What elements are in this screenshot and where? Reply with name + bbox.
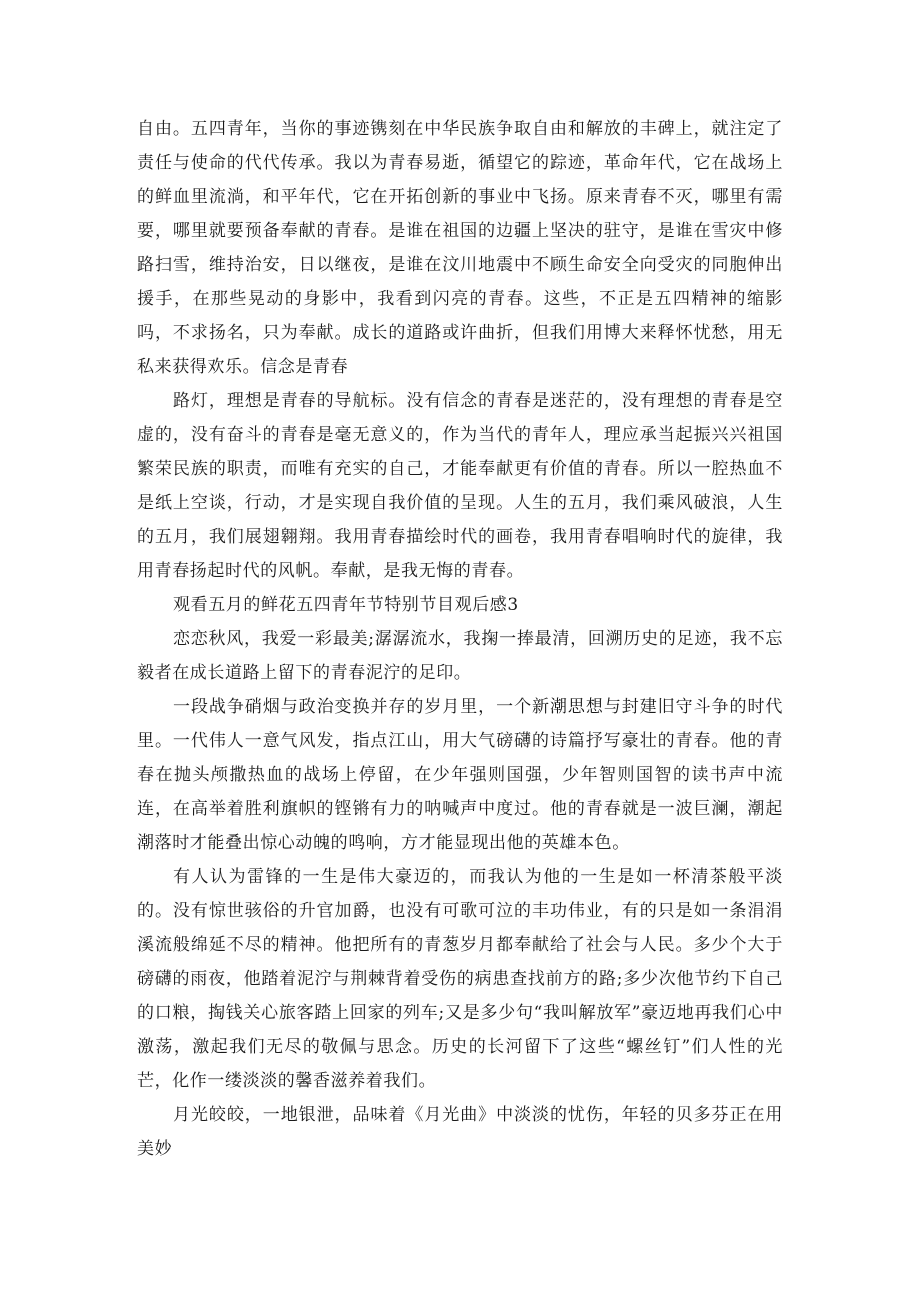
section-heading: 观看五月的鲜花五四青年节特别节目观后感3	[173, 595, 519, 615]
document-body	[137, 112, 783, 1166]
paragraph-continued: 自由。五四青年，当你的事迹镌刻在中华民族争取自由和解放的丰碑上，就注定了责任与使命的代代传承。我以为青春易逝，循望它的踪迹，革命年代，它在战场上的鲜血里流淌，和平年代，它在开拓创新的事业中飞扬。原来青春不灭，哪里有需要，哪里就要预备奉献的青春。是谁在祖国的边疆上坚决的驻守，是谁在雪灾中修路扫雪，维持治安，日以继夜，是谁在汶川地震中不顾生命安全向受灾的同胞伸出援手，在那些晃动的身影中，我看到闪亮的青春。这些，不正是五四精神的缩影吗，不求扬名，只为奉献。成长的道路或许曲折，但我们用博大来释怀忧愁，用无私来获得欢乐。信念是青春	[137, 119, 783, 377]
paragraph: 路灯，理想是青春的导航标。没有信念的青春是迷茫的，没有理想的青春是空虚的，没有奋斗的青春是毫无意义的，作为当代的青年人，理应承当起振兴兴祖国繁荣民族的职责，而唯有充实的自己，才能奉献更有价值的青春。所以一腔热血不是纸上空谈，行动，才是实现自我价值的呈现。人生的五月，我们乘风破浪，人生的五月，我们展翅翱翔。我用青春描绘时代的画卷，我用青春唱响时代的旋律，我用青春扬起时代的风帆。奉献，是我无悔的青春。	[137, 391, 783, 581]
paragraph: 有人认为雷锋的一生是伟大豪迈的，而我认为他的一生是如一杯清茶般平淡的。没有惊世骇俗的升官加爵，也没有可歌可泣的丰功伟业，有的只是如一条涓涓溪流般绵延不尽的精神。他把所有的青葱岁月都奉献给了社会与人民。多少个大于磅礴的雨夜，他踏着泥泞与荆棘背着受伤的病患查找前方的路;多少次他节约下自己的口粮，掏钱关心旅客踏上回家的列车;又是多少句“我叫解放军”豪迈地再我们心中激荡，激起我们无尽的敬佩与思念。历史的长河留下了这些“螺丝钉”们人性的光芒，化作一缕淡淡的馨香滋养着我们。	[137, 867, 783, 1091]
paragraph: 月光皎皎，一地银泄，品味着《月光曲》中淡淡的忧伤，年轻的贝多芬正在用美妙	[137, 1105, 783, 1159]
paragraph: 恋恋秋风，我爱一彩最美;潺潺流水，我掬一捧最清，回溯历史的足迹，我不忘毅者在成长道路上留下的青春泥泞的足印。	[137, 629, 783, 683]
paragraph: 一段战争硝烟与政治变换并存的岁月里，一个新潮思想与封建旧守斗争的时代里。一代伟人一意气风发，指点江山，用大气磅礴的诗篇抒写豪壮的青春。他的青春在抛头颅撒热血的战场上停留，在少年强则国强，少年智则国智的读书声中流连，在高举着胜利旗帜的铿锵有力的呐喊声中度过。他的青春就是一波巨澜，潮起潮落时才能叠出惊心动魄的鸣响，方才能显现出他的英雄本色。	[137, 697, 783, 853]
